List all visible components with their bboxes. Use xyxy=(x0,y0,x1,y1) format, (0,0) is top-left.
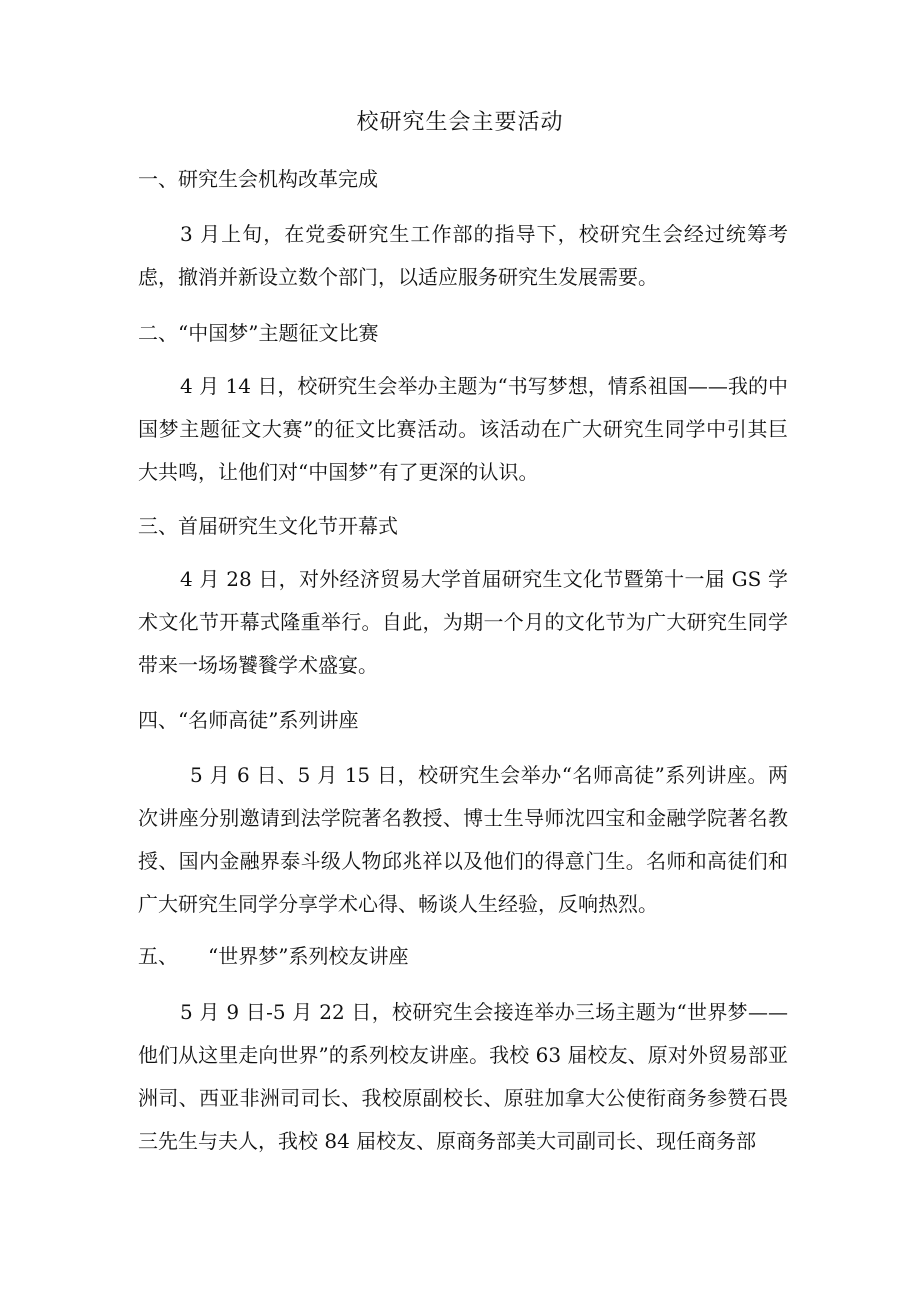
section-body-3: 4 月 28 日，对外经济贸易大学首届研究生文化节暨第十一届 GS 学术文化节开幕式隆重举行。自此，为期一个月的文化节为广大研究生同学带来一场场饕餮学术盛宴。 xyxy=(138,567,788,677)
section-body-2: 4 月 14 日，校研究生会举办主题为“书写梦想，情系祖国——我的中国梦主题征文大赛”的征文比赛活动。该活动在广大研究生同学中引其巨大共鸣，让他们对“中国梦”有了更深的认识。 xyxy=(138,374,788,484)
document-title: 校研究生会主要活动 xyxy=(356,110,564,135)
section-body-5: 5 月 9 日-5 月 22 日，校研究生会接连举办三场主题为“世界梦——他们从这里走向世界”的系列校友讲座。我校 63 届校友、原对外贸易部亚洲司、西亚非洲司司长、我校原副校长、原驻加拿大公使衔商务参赞石畏三先生与夫人，我校 84 届校友、原商务部美大司副司长、现任商务部 xyxy=(138,1000,788,1153)
section-heading-2: 二、“中国梦”主题征文比赛 xyxy=(138,321,379,345)
section-heading-4: 四、“名师高徒”系列讲座 xyxy=(138,708,359,732)
section-heading-1: 一、研究生会机构改革完成 xyxy=(138,167,378,191)
section-body-1: 3 月上旬，在党委研究生工作部的指导下，校研究生会经过统筹考虑，撤消并新设立数个部门，以适应服务研究生发展需要。 xyxy=(138,222,788,289)
section-body-4: 5 月 6 日、5 月 15 日，校研究生会举办“名师高徒”系列讲座。两次讲座分别邀请到法学院著名教授、博士生导师沈四宝和金融学院著名教授、国内金融界泰斗级人物邱兆祥以及他们的得意门生。名师和高徒们和广大研究生同学分享学术心得、畅谈人生经验，反响热烈。 xyxy=(138,763,788,916)
section-heading-5: 五、 “世界梦”系列校友讲座 xyxy=(138,944,409,968)
section-heading-3: 三、首届研究生文化节开幕式 xyxy=(138,514,398,538)
